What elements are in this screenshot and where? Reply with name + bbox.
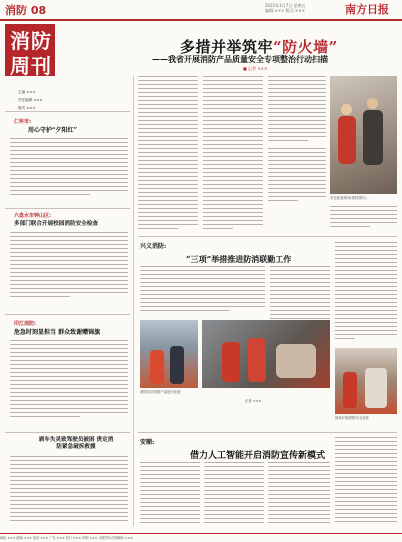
section3-body-col1 — [140, 462, 200, 526]
weekly-logo-char: 防 — [31, 29, 51, 53]
firefighter-figure — [343, 372, 357, 408]
section-rule — [138, 432, 397, 433]
editor-line: 主编 ××× — [18, 90, 36, 94]
firefighter-figure — [222, 342, 240, 382]
page-footer: 地址 ××× 邮编 ××× 电话 ××× 广告 ××× 发行 ××× 印刷 ××× 本报常年法律顾问 ××× — [0, 533, 402, 542]
sidebar-story-body — [10, 456, 128, 526]
firefighter-figure — [338, 116, 356, 164]
sidebar-story-headline: 剥车失灵致驾驶员被困 贵定消防紧急破拆救援 — [38, 437, 114, 450]
weekly-logo-char: 周 — [10, 54, 30, 78]
lead-body-column-4 — [330, 206, 397, 230]
section3-title: 借力人工智能开启消防宣传新模式 — [190, 451, 326, 461]
section2-title: “三项”举措推进防消联勤工作 — [186, 254, 292, 264]
firefighter-figure — [248, 338, 266, 382]
lead-body-column-1 — [138, 76, 198, 234]
lead-body-column-2 — [203, 76, 263, 234]
photo-caption: 安全检查现场(资料图片) — [330, 196, 367, 200]
sidebar-story-body — [10, 138, 128, 202]
section3-region: 安顺: — [140, 439, 155, 446]
photo-caption: 现场开展消防安全宣传 — [335, 416, 369, 420]
section2-body-col3 — [335, 242, 397, 346]
header-meta-editor: 编辑:××× 版式:××× — [265, 8, 306, 13]
lead-byline: ■ 记者 ××× — [243, 66, 268, 71]
sidebar-story-headline: 多部门联合开展校园消防安全检查 — [14, 221, 98, 227]
sidebar-story-body — [10, 232, 128, 304]
section3-body-col3 — [268, 462, 330, 526]
sidebar-story-region: 仁怀市: — [14, 119, 31, 125]
section-rule — [138, 236, 397, 237]
sidebar-story-region: 六盘水市钟山区: — [14, 213, 52, 219]
lead-headline-highlight: “防火墙” — [273, 38, 338, 56]
lead-headline-prefix: 多措并举筑牢 — [180, 38, 274, 56]
section2-photo-2 — [202, 320, 330, 388]
sidebar-story-headline: 用心守护“夕阳红” — [28, 127, 77, 134]
lead-body-column-3b — [268, 148, 326, 208]
section3-body-col2 — [204, 462, 264, 526]
photo-credit: 记者 ××× — [245, 399, 262, 403]
person-figure — [363, 110, 383, 165]
lead-body-column-3 — [268, 76, 326, 144]
sidebar-story-region: 印江消防: — [14, 321, 36, 327]
lead-photo — [330, 76, 397, 194]
section2-photo-3 — [335, 348, 397, 414]
section2-region: 兴义消防: — [140, 243, 167, 250]
person-figure — [170, 346, 184, 384]
head-figure — [367, 98, 378, 109]
column-divider — [133, 76, 134, 526]
sidebar-rule — [5, 111, 130, 112]
weekly-logo-char: 消 — [10, 29, 30, 53]
sidebar-rule — [5, 314, 130, 315]
weekly-logo-char: 刊 — [31, 54, 51, 78]
section3-body-col4 — [335, 437, 397, 526]
photo-caption: 消防员对消防产品进行检查 — [140, 390, 181, 394]
section2-body — [140, 266, 265, 316]
equipment-figure — [276, 344, 316, 378]
editor-line: 责任编辑 ××× — [18, 98, 43, 102]
firefighter-figure — [150, 350, 164, 384]
paper-logo: 南方日报 — [345, 3, 389, 16]
section2-photo-1 — [140, 320, 198, 388]
editor-line: 版式 ××× — [18, 106, 36, 110]
page-header — [0, 0, 402, 21]
head-figure — [341, 104, 352, 115]
lead-subtitle: ——我省开展消防产品质量安全专项整治行动扫描 — [152, 54, 328, 64]
sidebar-rule — [5, 208, 130, 209]
banner-figure — [365, 368, 387, 408]
section-name: 消防 08 — [5, 4, 47, 17]
sidebar-rule — [5, 432, 130, 433]
weekly-logo — [5, 24, 55, 76]
sidebar-story-body — [10, 340, 128, 422]
editors-list — [18, 88, 43, 112]
header-meta-date: 2022年1月7日 星期五 — [265, 3, 306, 8]
sidebar-story-headline: 危急时刻显担当 群众致谢赠锦旗 — [14, 329, 101, 336]
header-meta — [265, 3, 306, 13]
